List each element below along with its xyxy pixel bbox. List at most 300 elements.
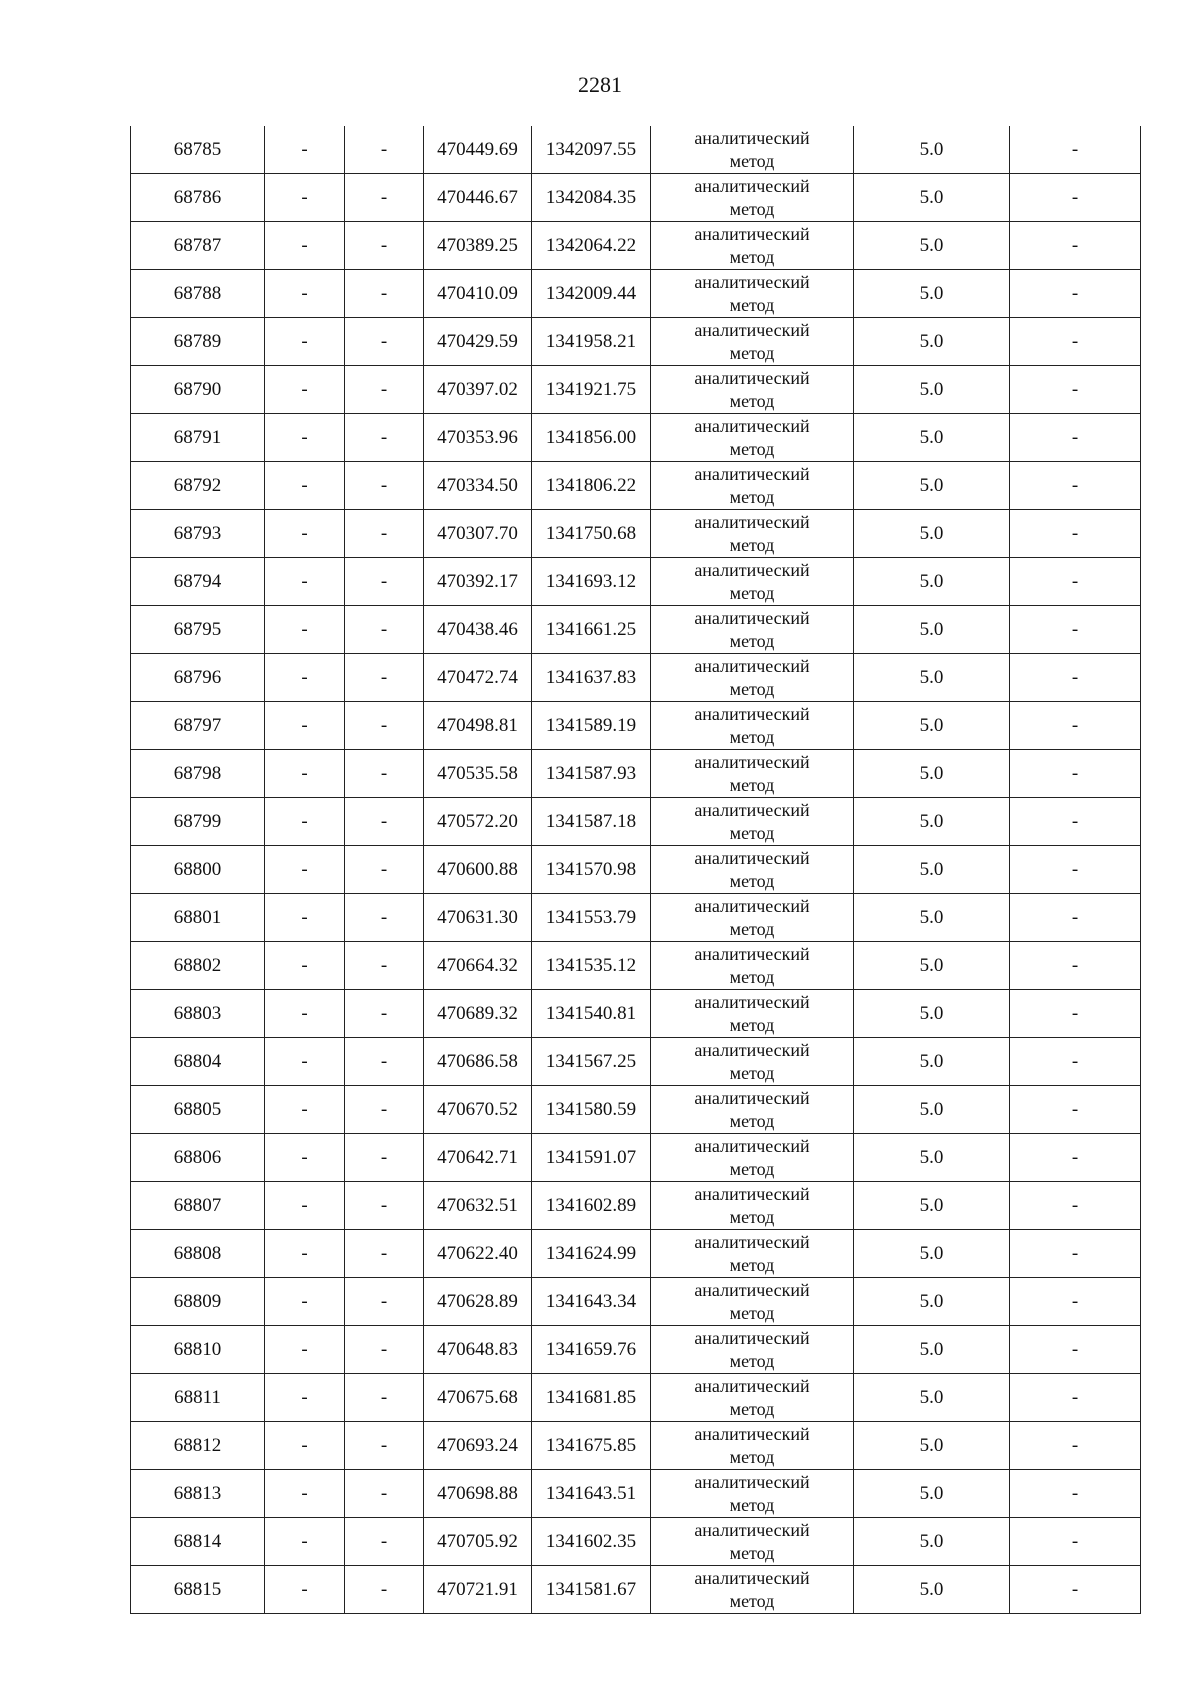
method-line-2: метод [729, 1062, 775, 1083]
point-number-cell: 68792 [131, 462, 265, 510]
empty-x-cell: - [265, 1422, 345, 1470]
empty-x-cell: - [265, 750, 345, 798]
method-cell [651, 270, 854, 318]
coord-x-cell: 470622.40 [424, 1230, 532, 1278]
table-row [131, 942, 1141, 990]
accuracy-cell: 5.0 [854, 414, 1010, 462]
method-line-1: аналитический [694, 847, 810, 868]
note-cell: - [1010, 174, 1141, 222]
table-row [131, 462, 1141, 510]
method-line-1: аналитический [694, 319, 810, 340]
method-cell [651, 414, 854, 462]
method-line-2: метод [729, 1110, 775, 1131]
empty-x-cell: - [265, 1278, 345, 1326]
empty-y-cell: - [345, 1566, 424, 1614]
point-number-cell: 68814 [131, 1518, 265, 1566]
method-cell [651, 1182, 854, 1230]
empty-y-cell: - [345, 366, 424, 414]
empty-y-cell: - [345, 1134, 424, 1182]
coord-y-cell: 1341643.51 [532, 1470, 651, 1518]
empty-x-cell: - [265, 558, 345, 606]
coord-y-cell: 1341643.34 [532, 1278, 651, 1326]
page-number: 2281 [578, 72, 622, 97]
method-cell [651, 750, 854, 798]
point-number-cell: 68806 [131, 1134, 265, 1182]
empty-x-cell: - [265, 366, 345, 414]
table-row [131, 1326, 1141, 1374]
coord-y-cell: 1341540.81 [532, 990, 651, 1038]
point-number-cell: 68787 [131, 222, 265, 270]
empty-x-cell: - [265, 1230, 345, 1278]
method-line-2: метод [729, 390, 775, 411]
note-cell: - [1010, 1182, 1141, 1230]
accuracy-cell: 5.0 [854, 1230, 1010, 1278]
coord-x-cell: 470670.52 [424, 1086, 532, 1134]
empty-y-cell: - [345, 750, 424, 798]
coord-y-cell: 1341535.12 [532, 942, 651, 990]
table-row [131, 750, 1141, 798]
empty-y-cell: - [345, 222, 424, 270]
point-number-cell: 68796 [131, 654, 265, 702]
empty-y-cell: - [345, 126, 424, 174]
point-number-cell: 68797 [131, 702, 265, 750]
method-line-1: аналитический [694, 1567, 810, 1588]
coord-x-cell: 470600.88 [424, 846, 532, 894]
note-cell: - [1010, 414, 1141, 462]
note-cell: - [1010, 1518, 1141, 1566]
empty-x-cell: - [265, 1470, 345, 1518]
point-number-cell: 68799 [131, 798, 265, 846]
method-line-2: метод [729, 534, 775, 555]
table-row [131, 1182, 1141, 1230]
table-row [131, 222, 1141, 270]
coord-x-cell: 470642.71 [424, 1134, 532, 1182]
coord-y-cell: 1341587.18 [532, 798, 651, 846]
table-row [131, 1374, 1141, 1422]
coord-x-cell: 470429.59 [424, 318, 532, 366]
method-cell [651, 1086, 854, 1134]
method-line-1: аналитический [694, 895, 810, 916]
table-row [131, 1278, 1141, 1326]
coord-y-cell: 1341624.99 [532, 1230, 651, 1278]
empty-x-cell: - [265, 1182, 345, 1230]
method-cell [651, 510, 854, 558]
empty-x-cell: - [265, 174, 345, 222]
empty-x-cell: - [265, 1326, 345, 1374]
table-row [131, 1422, 1141, 1470]
coord-y-cell: 1341587.93 [532, 750, 651, 798]
empty-y-cell: - [345, 846, 424, 894]
note-cell: - [1010, 1038, 1141, 1086]
note-cell: - [1010, 942, 1141, 990]
method-line-2: метод [729, 1254, 775, 1275]
empty-y-cell: - [345, 1086, 424, 1134]
method-line-2: метод [729, 1494, 775, 1515]
method-line-2: метод [729, 630, 775, 651]
point-number-cell: 68805 [131, 1086, 265, 1134]
table-row [131, 318, 1141, 366]
coord-x-cell: 470705.92 [424, 1518, 532, 1566]
note-cell: - [1010, 558, 1141, 606]
empty-y-cell: - [345, 1422, 424, 1470]
empty-x-cell: - [265, 798, 345, 846]
empty-y-cell: - [345, 462, 424, 510]
note-cell: - [1010, 990, 1141, 1038]
note-cell: - [1010, 846, 1141, 894]
method-cell [651, 1134, 854, 1182]
coord-y-cell: 1341567.25 [532, 1038, 651, 1086]
empty-x-cell: - [265, 846, 345, 894]
method-line-2: метод [729, 1206, 775, 1227]
method-line-2: метод [729, 438, 775, 459]
method-line-2: метод [729, 1446, 775, 1467]
coord-x-cell: 470632.51 [424, 1182, 532, 1230]
table-row [131, 414, 1141, 462]
accuracy-cell: 5.0 [854, 798, 1010, 846]
method-line-1: аналитический [694, 1375, 810, 1396]
empty-y-cell: - [345, 654, 424, 702]
method-line-2: метод [729, 870, 775, 891]
empty-x-cell: - [265, 1134, 345, 1182]
note-cell: - [1010, 1230, 1141, 1278]
coordinates-table [130, 126, 1141, 1614]
method-line-2: метод [729, 294, 775, 315]
method-cell [651, 462, 854, 510]
coord-y-cell: 1341659.76 [532, 1326, 651, 1374]
table-row [131, 558, 1141, 606]
method-line-1: аналитический [694, 367, 810, 388]
method-cell [651, 1422, 854, 1470]
method-line-2: метод [729, 1302, 775, 1323]
coord-y-cell: 1341580.59 [532, 1086, 651, 1134]
point-number-cell: 68785 [131, 126, 265, 174]
method-line-2: метод [729, 678, 775, 699]
point-number-cell: 68789 [131, 318, 265, 366]
point-number-cell: 68795 [131, 606, 265, 654]
accuracy-cell: 5.0 [854, 1134, 1010, 1182]
method-line-1: аналитический [694, 655, 810, 676]
method-cell [651, 846, 854, 894]
method-line-2: метод [729, 150, 775, 171]
accuracy-cell: 5.0 [854, 270, 1010, 318]
empty-y-cell: - [345, 1470, 424, 1518]
method-line-1: аналитический [694, 1231, 810, 1252]
method-line-1: аналитический [694, 703, 810, 724]
note-cell: - [1010, 318, 1141, 366]
empty-x-cell: - [265, 654, 345, 702]
note-cell: - [1010, 270, 1141, 318]
method-cell [651, 366, 854, 414]
coord-y-cell: 1341750.68 [532, 510, 651, 558]
coord-x-cell: 470392.17 [424, 558, 532, 606]
coord-x-cell: 470535.58 [424, 750, 532, 798]
table-row [131, 126, 1141, 174]
coord-y-cell: 1341675.85 [532, 1422, 651, 1470]
note-cell: - [1010, 510, 1141, 558]
empty-y-cell: - [345, 942, 424, 990]
method-line-1: аналитический [694, 1471, 810, 1492]
point-number-cell: 68800 [131, 846, 265, 894]
coord-y-cell: 1341602.89 [532, 1182, 651, 1230]
accuracy-cell: 5.0 [854, 1566, 1010, 1614]
method-line-1: аналитический [694, 127, 810, 148]
note-cell: - [1010, 462, 1141, 510]
point-number-cell: 68798 [131, 750, 265, 798]
table-row [131, 654, 1141, 702]
coord-x-cell: 470438.46 [424, 606, 532, 654]
empty-x-cell: - [265, 414, 345, 462]
method-line-2: метод [729, 1398, 775, 1419]
method-cell [651, 1566, 854, 1614]
coord-x-cell: 470498.81 [424, 702, 532, 750]
accuracy-cell: 5.0 [854, 606, 1010, 654]
empty-x-cell: - [265, 942, 345, 990]
note-cell: - [1010, 750, 1141, 798]
point-number-cell: 68793 [131, 510, 265, 558]
empty-y-cell: - [345, 270, 424, 318]
method-line-1: аналитический [694, 559, 810, 580]
point-number-cell: 68810 [131, 1326, 265, 1374]
coord-x-cell: 470686.58 [424, 1038, 532, 1086]
note-cell: - [1010, 222, 1141, 270]
coord-x-cell: 470648.83 [424, 1326, 532, 1374]
accuracy-cell: 5.0 [854, 1086, 1010, 1134]
empty-y-cell: - [345, 318, 424, 366]
coord-x-cell: 470721.91 [424, 1566, 532, 1614]
empty-x-cell: - [265, 894, 345, 942]
empty-x-cell: - [265, 318, 345, 366]
coord-y-cell: 1341637.83 [532, 654, 651, 702]
method-line-2: метод [729, 1014, 775, 1035]
accuracy-cell: 5.0 [854, 846, 1010, 894]
method-line-2: метод [729, 1542, 775, 1563]
empty-x-cell: - [265, 1518, 345, 1566]
point-number-cell: 68808 [131, 1230, 265, 1278]
accuracy-cell: 5.0 [854, 1422, 1010, 1470]
method-cell [651, 798, 854, 846]
note-cell: - [1010, 126, 1141, 174]
coord-x-cell: 470675.68 [424, 1374, 532, 1422]
method-cell [651, 606, 854, 654]
coord-x-cell: 470693.24 [424, 1422, 532, 1470]
coord-x-cell: 470449.69 [424, 126, 532, 174]
point-number-cell: 68811 [131, 1374, 265, 1422]
coord-y-cell: 1341602.35 [532, 1518, 651, 1566]
coord-y-cell: 1342064.22 [532, 222, 651, 270]
method-line-1: аналитический [694, 1423, 810, 1444]
table-row [131, 1038, 1141, 1086]
method-cell [651, 318, 854, 366]
empty-y-cell: - [345, 894, 424, 942]
empty-x-cell: - [265, 510, 345, 558]
accuracy-cell: 5.0 [854, 318, 1010, 366]
method-line-1: аналитический [694, 511, 810, 532]
table-row [131, 366, 1141, 414]
coord-x-cell: 470389.25 [424, 222, 532, 270]
point-number-cell: 68802 [131, 942, 265, 990]
coord-x-cell: 470472.74 [424, 654, 532, 702]
method-line-2: метод [729, 966, 775, 987]
coord-x-cell: 470631.30 [424, 894, 532, 942]
accuracy-cell: 5.0 [854, 1374, 1010, 1422]
coord-x-cell: 470446.67 [424, 174, 532, 222]
method-cell [651, 894, 854, 942]
empty-x-cell: - [265, 126, 345, 174]
coord-y-cell: 1341581.67 [532, 1566, 651, 1614]
table-row [131, 510, 1141, 558]
point-number-cell: 68794 [131, 558, 265, 606]
method-line-2: метод [729, 774, 775, 795]
empty-x-cell: - [265, 1038, 345, 1086]
method-cell [651, 558, 854, 606]
empty-y-cell: - [345, 558, 424, 606]
note-cell: - [1010, 1134, 1141, 1182]
table-row [131, 1086, 1141, 1134]
empty-y-cell: - [345, 1230, 424, 1278]
point-number-cell: 68812 [131, 1422, 265, 1470]
method-line-2: метод [729, 822, 775, 843]
table-row [131, 1470, 1141, 1518]
empty-x-cell: - [265, 990, 345, 1038]
method-line-2: метод [729, 1350, 775, 1371]
method-cell [651, 1470, 854, 1518]
method-cell [651, 1278, 854, 1326]
point-number-cell: 68788 [131, 270, 265, 318]
coord-x-cell: 470698.88 [424, 1470, 532, 1518]
point-number-cell: 68790 [131, 366, 265, 414]
coord-x-cell: 470397.02 [424, 366, 532, 414]
coord-y-cell: 1341570.98 [532, 846, 651, 894]
note-cell: - [1010, 606, 1141, 654]
coord-y-cell: 1341921.75 [532, 366, 651, 414]
method-line-1: аналитический [694, 799, 810, 820]
empty-y-cell: - [345, 1374, 424, 1422]
coord-y-cell: 1341589.19 [532, 702, 651, 750]
note-cell: - [1010, 1422, 1141, 1470]
empty-y-cell: - [345, 798, 424, 846]
coord-x-cell: 470353.96 [424, 414, 532, 462]
accuracy-cell: 5.0 [854, 510, 1010, 558]
point-number-cell: 68815 [131, 1566, 265, 1614]
coord-y-cell: 1341591.07 [532, 1134, 651, 1182]
table-row [131, 174, 1141, 222]
method-cell [651, 1518, 854, 1566]
accuracy-cell: 5.0 [854, 174, 1010, 222]
note-cell: - [1010, 1374, 1141, 1422]
empty-y-cell: - [345, 510, 424, 558]
method-line-2: метод [729, 486, 775, 507]
point-number-cell: 68801 [131, 894, 265, 942]
table-row [131, 702, 1141, 750]
method-line-1: аналитический [694, 1039, 810, 1060]
table-row [131, 606, 1141, 654]
empty-x-cell: - [265, 702, 345, 750]
method-cell [651, 654, 854, 702]
method-cell [651, 126, 854, 174]
coord-y-cell: 1341958.21 [532, 318, 651, 366]
table-row [131, 1230, 1141, 1278]
accuracy-cell: 5.0 [854, 1518, 1010, 1566]
note-cell: - [1010, 654, 1141, 702]
coord-y-cell: 1342084.35 [532, 174, 651, 222]
point-number-cell: 68804 [131, 1038, 265, 1086]
table-row [131, 270, 1141, 318]
empty-y-cell: - [345, 1278, 424, 1326]
point-number-cell: 68809 [131, 1278, 265, 1326]
method-line-2: метод [729, 726, 775, 747]
method-line-2: метод [729, 198, 775, 219]
coord-y-cell: 1341856.00 [532, 414, 651, 462]
method-cell [651, 1326, 854, 1374]
coord-y-cell: 1341661.25 [532, 606, 651, 654]
accuracy-cell: 5.0 [854, 222, 1010, 270]
coord-x-cell: 470664.32 [424, 942, 532, 990]
note-cell: - [1010, 1566, 1141, 1614]
accuracy-cell: 5.0 [854, 990, 1010, 1038]
table-row [131, 798, 1141, 846]
table-row [131, 1134, 1141, 1182]
note-cell: - [1010, 1278, 1141, 1326]
method-line-1: аналитический [694, 607, 810, 628]
note-cell: - [1010, 366, 1141, 414]
method-line-2: метод [729, 246, 775, 267]
coord-x-cell: 470410.09 [424, 270, 532, 318]
coord-y-cell: 1341681.85 [532, 1374, 651, 1422]
method-line-1: аналитический [694, 1087, 810, 1108]
accuracy-cell: 5.0 [854, 702, 1010, 750]
method-line-1: аналитический [694, 415, 810, 436]
method-line-1: аналитический [694, 175, 810, 196]
accuracy-cell: 5.0 [854, 750, 1010, 798]
accuracy-cell: 5.0 [854, 654, 1010, 702]
note-cell: - [1010, 894, 1141, 942]
empty-y-cell: - [345, 1038, 424, 1086]
note-cell: - [1010, 1326, 1141, 1374]
empty-x-cell: - [265, 606, 345, 654]
method-cell [651, 942, 854, 990]
note-cell: - [1010, 1086, 1141, 1134]
accuracy-cell: 5.0 [854, 126, 1010, 174]
method-line-2: метод [729, 582, 775, 603]
empty-y-cell: - [345, 606, 424, 654]
method-line-1: аналитический [694, 751, 810, 772]
method-cell [651, 174, 854, 222]
method-line-1: аналитический [694, 943, 810, 964]
empty-x-cell: - [265, 462, 345, 510]
coord-y-cell: 1342009.44 [532, 270, 651, 318]
coord-y-cell: 1341553.79 [532, 894, 651, 942]
point-number-cell: 68807 [131, 1182, 265, 1230]
table-row [131, 990, 1141, 1038]
method-line-1: аналитический [694, 991, 810, 1012]
empty-x-cell: - [265, 1566, 345, 1614]
method-cell [651, 702, 854, 750]
method-line-2: метод [729, 1158, 775, 1179]
coord-x-cell: 470334.50 [424, 462, 532, 510]
point-number-cell: 68813 [131, 1470, 265, 1518]
note-cell: - [1010, 702, 1141, 750]
method-line-2: метод [729, 1590, 775, 1611]
method-cell [651, 1038, 854, 1086]
coord-y-cell: 1341693.12 [532, 558, 651, 606]
accuracy-cell: 5.0 [854, 1278, 1010, 1326]
empty-x-cell: - [265, 1374, 345, 1422]
coord-x-cell: 470572.20 [424, 798, 532, 846]
table-body [131, 126, 1141, 1614]
accuracy-cell: 5.0 [854, 462, 1010, 510]
empty-x-cell: - [265, 1086, 345, 1134]
coord-y-cell: 1341806.22 [532, 462, 651, 510]
